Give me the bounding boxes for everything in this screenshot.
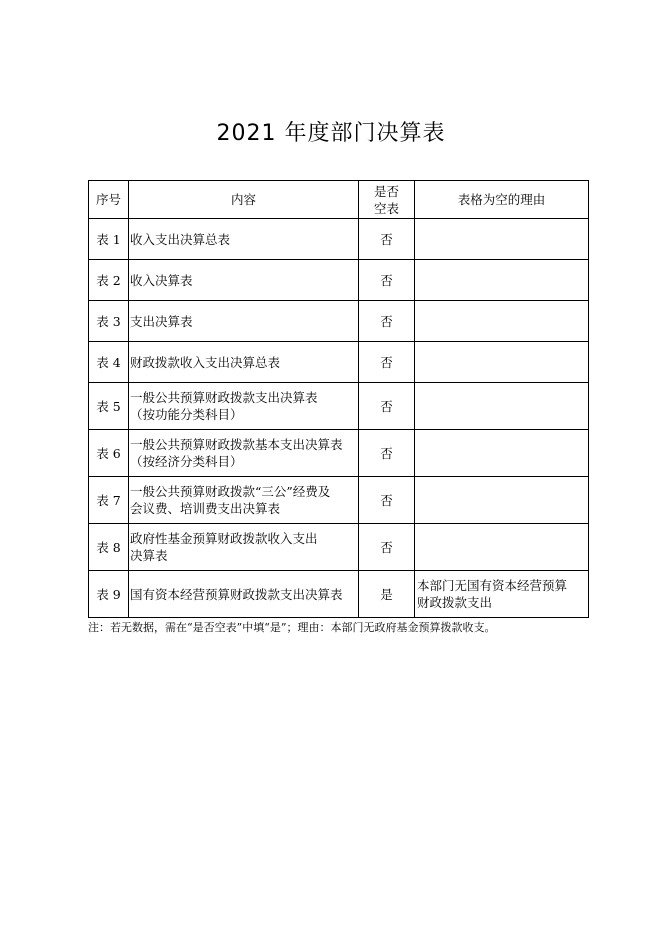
header-is-empty — [359, 181, 415, 219]
row-content-text: 支出决算表 — [130, 313, 193, 329]
row-reason — [415, 571, 589, 618]
row-reason — [415, 260, 589, 301]
row-content — [129, 219, 359, 260]
row-reason — [415, 430, 589, 477]
row-is-empty: 否 — [359, 342, 415, 383]
final-accounts-table — [88, 180, 589, 618]
footnote: 注：若无数据，需在“是否空表”中填“是”；理由：本部门无政府基金预算拨款收支。 — [88, 621, 496, 634]
row-content — [129, 524, 359, 571]
row-seq: 表 8 — [89, 524, 129, 571]
row-reason — [415, 219, 589, 260]
row-reason — [415, 342, 589, 383]
row-reason-text: 本部门无国有资本经营预算 财政拨款支出 — [417, 578, 568, 610]
row-content — [129, 477, 359, 524]
row-seq: 表 6 — [89, 430, 129, 477]
row-content — [129, 430, 359, 477]
row-content-text: 财政拨款收入支出决算总表 — [130, 354, 281, 370]
table-row — [89, 477, 589, 524]
table-row — [89, 342, 589, 383]
row-is-empty: 否 — [359, 219, 415, 260]
header-reason: 表格为空的理由 — [415, 181, 589, 219]
row-is-empty: 否 — [359, 260, 415, 301]
header-content: 内容 — [129, 181, 359, 219]
table-header-row — [89, 181, 589, 219]
row-content-text: 一般公共预算财政拨款支出决算表 （按功能分类科目） — [130, 390, 318, 422]
row-reason — [415, 383, 589, 430]
row-content-text: 一般公共预算财政拨款“三公”经费及 会议费、培训费支出决算表 — [130, 484, 331, 516]
row-content-text: 政府性基金预算财政拨款收入支出 决算表 — [130, 531, 318, 563]
table-row — [89, 260, 589, 301]
row-reason — [415, 477, 589, 524]
table-row — [89, 383, 589, 430]
row-seq: 表 9 — [89, 571, 129, 618]
row-is-empty: 否 — [359, 383, 415, 430]
row-seq: 表 5 — [89, 383, 129, 430]
row-is-empty: 否 — [359, 301, 415, 342]
row-content — [129, 342, 359, 383]
table-row — [89, 430, 589, 477]
row-content-text: 收入决算表 — [130, 272, 193, 288]
row-seq: 表 7 — [89, 477, 129, 524]
row-is-empty: 否 — [359, 524, 415, 571]
row-content-text: 一般公共预算财政拨款基本支出决算表 （按经济分类科目） — [130, 437, 343, 469]
table-row — [89, 524, 589, 571]
row-seq: 表 3 — [89, 301, 129, 342]
table-row — [89, 219, 589, 260]
row-content — [129, 571, 359, 618]
row-reason — [415, 524, 589, 571]
header-seq: 序号 — [89, 181, 129, 219]
row-is-empty: 否 — [359, 477, 415, 524]
row-content-text: 国有资本经营预算财政拨款支出决算表 — [130, 586, 343, 602]
row-content — [129, 383, 359, 430]
row-content — [129, 301, 359, 342]
row-content-text: 收入支出决算总表 — [130, 231, 231, 247]
page-title: 2021 年度部门决算表 — [216, 121, 446, 146]
row-seq: 表 1 — [89, 219, 129, 260]
row-is-empty: 是 — [359, 571, 415, 618]
row-reason — [415, 301, 589, 342]
header-is-empty-text: 是否 空表 — [373, 183, 399, 216]
table-row — [89, 571, 589, 618]
row-seq: 表 2 — [89, 260, 129, 301]
row-content — [129, 260, 359, 301]
table-row — [89, 301, 589, 342]
row-is-empty: 否 — [359, 430, 415, 477]
row-seq: 表 4 — [89, 342, 129, 383]
